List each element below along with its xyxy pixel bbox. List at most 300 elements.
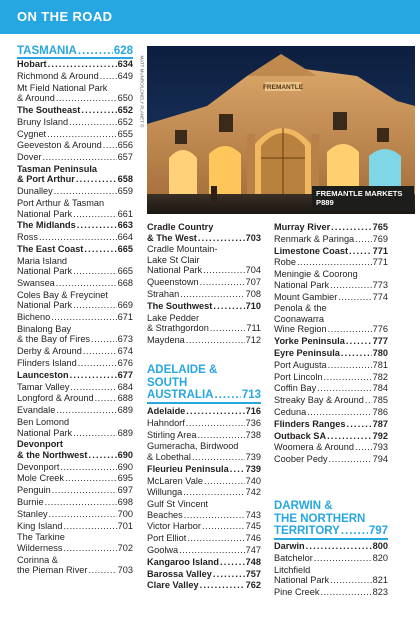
toc-entry-title: Longford & Around bbox=[17, 393, 94, 404]
toc-entry[interactable] bbox=[17, 117, 133, 128]
toc-entry-title: Swansea bbox=[17, 278, 55, 288]
toc-entry[interactable] bbox=[274, 269, 388, 290]
leader-dots bbox=[63, 521, 116, 532]
toc-entry-page: 739 bbox=[245, 451, 261, 462]
toc-entry-title: Coles Bay & Freycinet bbox=[17, 289, 108, 300]
toc-entry-title: Derby & Around bbox=[17, 346, 82, 357]
toc-entry-title: Ross bbox=[17, 232, 38, 243]
leader-dots bbox=[45, 497, 117, 508]
toc-entry-page: 657 bbox=[117, 152, 133, 163]
section-title-line: DARWIN & bbox=[274, 500, 333, 512]
toc-entry[interactable] bbox=[274, 234, 388, 245]
toc-entry[interactable] bbox=[274, 372, 388, 383]
toc-entry-title: & Lobethal bbox=[147, 451, 191, 462]
toc-entry[interactable] bbox=[147, 418, 261, 429]
toc-entry-page: 748 bbox=[245, 556, 261, 567]
leader-dots bbox=[331, 222, 371, 233]
toc-entry[interactable] bbox=[274, 348, 388, 359]
toc-entry[interactable] bbox=[17, 346, 133, 357]
toc-entry[interactable] bbox=[274, 222, 388, 233]
leader-dots bbox=[52, 485, 117, 496]
toc-entry-title: Gumeracha, Birdwood bbox=[147, 441, 239, 452]
toc-entry[interactable] bbox=[274, 565, 388, 586]
toc-entry-title: National Park bbox=[274, 575, 330, 586]
toc-entry-title: Flinders Ranges bbox=[274, 418, 346, 429]
toc-entry[interactable] bbox=[17, 278, 133, 289]
toc-entry[interactable] bbox=[17, 473, 133, 484]
toc-entry[interactable] bbox=[274, 419, 388, 430]
toc-entry[interactable] bbox=[17, 370, 133, 381]
toc-entry-page: 652 bbox=[117, 104, 133, 115]
toc-entry-title: Lake Pedder bbox=[147, 312, 200, 323]
toc-entry-title: Robe bbox=[274, 257, 296, 268]
toc-entry-title: Stirling Area bbox=[147, 429, 197, 440]
toc-entry-page: 765 bbox=[372, 222, 388, 232]
toc-entry-title: Tamar Valley bbox=[17, 381, 70, 392]
toc-entry[interactable] bbox=[17, 59, 133, 70]
leader-dots bbox=[63, 543, 116, 554]
toc-entry[interactable] bbox=[17, 312, 133, 323]
toc-entry[interactable] bbox=[147, 277, 261, 288]
toc-entry-title: Burnie bbox=[17, 497, 44, 507]
toc-entry-page: 823 bbox=[372, 586, 388, 597]
toc-entry[interactable] bbox=[17, 417, 133, 438]
toc-entry[interactable] bbox=[147, 289, 261, 300]
toc-entry-page: 739 bbox=[245, 463, 261, 474]
toc-entry[interactable] bbox=[147, 335, 261, 346]
toc-entry-title: Launceston bbox=[17, 369, 69, 380]
toc-entry[interactable] bbox=[147, 441, 261, 462]
toc-entry-title: Murray River bbox=[274, 222, 331, 232]
toc-entry-page: 689 bbox=[117, 427, 133, 438]
toc-entry[interactable] bbox=[274, 257, 388, 268]
photo-credit bbox=[137, 55, 147, 128]
section-page: 628 bbox=[113, 45, 133, 57]
toc-entry-page: 769 bbox=[372, 233, 388, 244]
toc-entry-page: 659 bbox=[117, 186, 133, 197]
toc-entry-page: 707 bbox=[245, 277, 261, 288]
toc-entry-title: Mt Field National Park bbox=[17, 82, 108, 93]
toc-entry[interactable] bbox=[17, 186, 133, 197]
toc-entry[interactable] bbox=[17, 532, 133, 553]
leader-dots bbox=[73, 266, 117, 277]
toc-entry-title: Strahan bbox=[147, 288, 180, 299]
toc-entry-title: Dover bbox=[17, 152, 42, 163]
toc-entry-page: 669 bbox=[117, 300, 133, 311]
leader-dots bbox=[70, 382, 116, 393]
toc-entry-title: Ben Lomond bbox=[17, 417, 70, 427]
toc-entry-page: 800 bbox=[372, 541, 388, 551]
toc-entry-title: the Pieman River bbox=[17, 565, 88, 576]
toc-entry-page: 658 bbox=[117, 174, 133, 185]
toc-entry-page: 676 bbox=[117, 358, 133, 368]
toc-entry-page: 787 bbox=[372, 418, 388, 429]
toc-entry[interactable] bbox=[274, 395, 388, 406]
toc-entry-page: 701 bbox=[117, 520, 133, 531]
leader-dots bbox=[317, 383, 371, 394]
leader-dots bbox=[346, 336, 372, 347]
toc-entry[interactable] bbox=[17, 152, 133, 163]
toc-entry-title: Streaky Bay & Around bbox=[274, 395, 364, 406]
leader-dots bbox=[73, 428, 117, 439]
toc-entry-page: 742 bbox=[245, 487, 261, 498]
leader-dots bbox=[76, 174, 117, 185]
leader-dots bbox=[47, 129, 117, 140]
toc-entry-title: Goolwa bbox=[147, 545, 179, 555]
leader-dots bbox=[204, 476, 245, 487]
toc-entry[interactable] bbox=[147, 580, 261, 591]
toc-entry[interactable] bbox=[17, 198, 133, 219]
leader-dots bbox=[297, 257, 372, 268]
toc-entry-page: 665 bbox=[117, 266, 133, 277]
leader-dots bbox=[346, 419, 371, 430]
toc-entry[interactable] bbox=[274, 431, 388, 442]
toc-entry-title: Stanley bbox=[17, 508, 48, 519]
toc-entry-title: Pine Creek bbox=[274, 586, 320, 597]
toc-entry-page: 703 bbox=[117, 565, 133, 576]
toc-entry-title: Tasman Peninsula bbox=[17, 163, 97, 174]
toc-entry-title: Renmark & Paringa bbox=[274, 233, 355, 244]
toc-entry[interactable] bbox=[17, 71, 133, 82]
toc-entry-page: 695 bbox=[117, 473, 133, 484]
leader-dots bbox=[330, 280, 372, 291]
toc-entry[interactable] bbox=[17, 220, 133, 231]
toc-entry-page: 710 bbox=[245, 300, 261, 311]
toc-entry-title: The Tarkine bbox=[17, 532, 65, 543]
toc-entry-title: Fleurieu Peninsula bbox=[147, 463, 229, 474]
leader-dots bbox=[210, 323, 246, 334]
toc-entry[interactable] bbox=[147, 222, 261, 243]
leader-dots bbox=[39, 232, 117, 243]
leader-dots bbox=[73, 300, 117, 311]
section-darwin-northern-territory[interactable] bbox=[274, 500, 388, 538]
toc-entry[interactable] bbox=[274, 553, 388, 564]
leader-dots bbox=[49, 509, 117, 520]
leader-dots bbox=[103, 140, 117, 151]
leader-dots bbox=[180, 289, 244, 300]
toc-entry-page: 781 bbox=[372, 359, 388, 370]
toc-entry-title: Mount Gambier bbox=[274, 291, 338, 302]
toc-entry-page: 674 bbox=[117, 346, 133, 357]
toc-entry-page: 773 bbox=[372, 279, 388, 290]
toc-entry[interactable] bbox=[147, 521, 261, 532]
toc-entry-title: Gulf St Vincent bbox=[147, 499, 209, 510]
toc-entry-page: 793 bbox=[372, 442, 388, 453]
toc-entry-title: Port Lincoln bbox=[274, 371, 323, 382]
leader-dots bbox=[48, 59, 117, 70]
leader-dots bbox=[307, 407, 371, 418]
toc-entry[interactable] bbox=[17, 290, 133, 311]
section-title: TASMANIA bbox=[17, 45, 77, 57]
toc-entry-title: Cradle Country bbox=[147, 222, 214, 232]
toc-entry-title: Batchelor bbox=[274, 552, 313, 563]
section-title-line: ADELAIDE & bbox=[147, 364, 218, 376]
toc-entry-title: Corinna & bbox=[17, 554, 58, 565]
toc-entry-title: & Port Arthur bbox=[17, 174, 75, 185]
toc-entry[interactable] bbox=[147, 244, 261, 276]
toc-entry-page: 784 bbox=[372, 383, 388, 394]
toc-entry-page: 738 bbox=[245, 429, 261, 440]
toc-entry-title: Queenstown bbox=[147, 277, 199, 288]
toc-entry-title: National Park bbox=[274, 279, 330, 290]
toc-entry[interactable] bbox=[17, 83, 133, 104]
toc-entry[interactable] bbox=[17, 129, 133, 140]
toc-entry-title: Limestone Coast bbox=[274, 245, 349, 256]
toc-entry-page: 711 bbox=[246, 323, 261, 333]
toc-entry-title: Penola & the bbox=[274, 303, 327, 314]
leader-dots bbox=[56, 93, 117, 104]
toc-entry[interactable] bbox=[147, 313, 261, 334]
toc-entry[interactable] bbox=[147, 569, 261, 580]
toc-entry-page: 704 bbox=[245, 265, 261, 276]
section-tasmania[interactable] bbox=[17, 45, 133, 58]
toc-entry-title: Hobart bbox=[17, 59, 47, 69]
leader-dots bbox=[69, 117, 117, 128]
section-rule bbox=[147, 402, 261, 404]
leader-dots bbox=[338, 292, 371, 303]
section-title-line: THE NORTHERN bbox=[274, 512, 366, 525]
leader-dots bbox=[100, 71, 117, 82]
leader-dots bbox=[327, 431, 372, 442]
toc-entry-page: 634 bbox=[117, 59, 133, 69]
toc-entry[interactable] bbox=[17, 509, 133, 520]
toc-entry[interactable] bbox=[274, 442, 388, 453]
section-title-line: SOUTH bbox=[147, 376, 188, 389]
leader-dots bbox=[186, 418, 245, 429]
leader-dots bbox=[179, 545, 245, 556]
leader-dots bbox=[81, 105, 116, 116]
toc-entry-page: 820 bbox=[372, 552, 388, 563]
toc-entry-page: 712 bbox=[245, 334, 261, 345]
leader-dots bbox=[200, 277, 245, 288]
toc-entry[interactable] bbox=[17, 232, 133, 243]
leader-dots bbox=[198, 430, 245, 441]
toc-entry-page: 661 bbox=[117, 208, 133, 219]
leader-dots bbox=[200, 580, 245, 591]
toc-entry-title: Bicheno bbox=[17, 312, 51, 323]
toc-entry-page: 673 bbox=[117, 334, 133, 345]
leader-dots bbox=[65, 473, 117, 484]
toc-entry-title: Port Arthur & Tasman bbox=[17, 198, 105, 208]
toc-entry[interactable] bbox=[17, 382, 133, 393]
toc-entry-page: 649 bbox=[117, 70, 133, 81]
leader-dots bbox=[95, 393, 117, 404]
toc-entry[interactable] bbox=[147, 301, 261, 312]
toc-entry-title: Port Elliot bbox=[147, 533, 187, 544]
toc-entry-title: Victor Harbor bbox=[147, 521, 201, 532]
toc-entry[interactable] bbox=[274, 454, 388, 465]
toc-entry[interactable] bbox=[147, 430, 261, 441]
leader-dots bbox=[324, 372, 372, 383]
toc-entry-page: 771 bbox=[372, 245, 388, 256]
toc-entry-title: Wilderness bbox=[17, 542, 63, 553]
toc-entry-page: 762 bbox=[245, 580, 261, 591]
toc-entry-page: 780 bbox=[372, 347, 388, 358]
toc-entry-title: Litchfield bbox=[274, 564, 311, 575]
toc-entry-page: 703 bbox=[245, 232, 261, 243]
toc-entry-page: 757 bbox=[245, 568, 261, 579]
toc-entry-page: 782 bbox=[372, 371, 388, 382]
toc-entry-page: 747 bbox=[245, 545, 261, 555]
toc-entry[interactable] bbox=[17, 256, 133, 277]
leader-dots bbox=[187, 533, 244, 544]
toc-entry-title: The Midlands bbox=[17, 220, 76, 231]
toc-entry-title: Wine Region bbox=[274, 324, 327, 335]
toc-entry[interactable] bbox=[147, 545, 261, 556]
toc-entry-page: 689 bbox=[117, 405, 133, 416]
toc-entry-page: 740 bbox=[245, 475, 261, 486]
leader-dots bbox=[91, 334, 117, 345]
leader-dots bbox=[202, 521, 245, 532]
toc-entry-title: Binalong Bay bbox=[17, 323, 72, 334]
leader-dots bbox=[349, 246, 372, 257]
toc-entry-page: 655 bbox=[117, 128, 133, 139]
toc-entry-title: Maydena bbox=[147, 334, 185, 345]
toc-entry[interactable] bbox=[147, 464, 261, 475]
leader-dots bbox=[183, 487, 244, 498]
toc-entry[interactable] bbox=[17, 393, 133, 404]
toc-entry-title: Lake St Clair bbox=[147, 254, 200, 265]
toc-entry-title: & The West bbox=[147, 232, 197, 243]
toc-entry[interactable] bbox=[17, 555, 133, 576]
toc-entry-page: 777 bbox=[372, 336, 388, 347]
toc-entry[interactable] bbox=[17, 405, 133, 416]
toc-entry-title: Port Augusta bbox=[274, 359, 327, 370]
caption-page: P889 bbox=[316, 198, 334, 207]
toc-entry[interactable] bbox=[274, 383, 388, 394]
leader-dots bbox=[83, 346, 117, 357]
toc-entry[interactable] bbox=[17, 358, 133, 369]
toc-entry[interactable] bbox=[17, 462, 133, 473]
toc-entry[interactable] bbox=[274, 587, 388, 598]
toc-entry-title: & the Bay of Fires bbox=[17, 334, 91, 345]
toc-entry-page: 663 bbox=[117, 220, 133, 231]
leader-dots bbox=[220, 557, 245, 568]
toc-entry-page: 690 bbox=[117, 449, 133, 460]
toc-entry-title: Barossa Valley bbox=[147, 568, 212, 579]
toc-entry-title: National Park bbox=[17, 300, 73, 311]
toc-entry[interactable] bbox=[147, 557, 261, 568]
toc-entry-page: 716 bbox=[245, 406, 261, 416]
toc-entry-title: Hahndorf bbox=[147, 417, 185, 428]
toc-entry-title: Willunga bbox=[147, 487, 183, 498]
toc-entry-page: 708 bbox=[245, 288, 261, 299]
toc-entry-page: 745 bbox=[245, 521, 261, 532]
toc-entry[interactable] bbox=[17, 497, 133, 508]
toc-entry-page: 776 bbox=[372, 324, 388, 335]
toc-entry-title: The East Coast bbox=[17, 243, 84, 254]
toc-entry-title: King Island bbox=[17, 520, 63, 531]
toc-entry-title: Meningie & Coorong bbox=[274, 269, 358, 280]
toc-entry-title: National Park bbox=[17, 427, 73, 438]
toc-entry[interactable] bbox=[17, 164, 133, 185]
toc-entry-title: Beaches bbox=[147, 509, 183, 520]
toc-entry[interactable] bbox=[147, 487, 261, 498]
leader-dots bbox=[306, 541, 372, 552]
leader-dots bbox=[78, 358, 117, 369]
leader-dots bbox=[355, 442, 372, 453]
toc-entry-title: Coober Pedy bbox=[274, 454, 328, 465]
toc-entry-page: 792 bbox=[372, 430, 388, 441]
toc-entry-title: & Strathgordon bbox=[147, 323, 209, 333]
toc-entry[interactable] bbox=[17, 439, 133, 460]
toc-entry-page: 774 bbox=[372, 291, 388, 302]
leader-dots bbox=[88, 450, 116, 461]
leader-dots bbox=[355, 234, 371, 245]
leader-dots bbox=[184, 510, 245, 521]
toc-entry-page: 771 bbox=[372, 257, 388, 268]
toc-entry[interactable] bbox=[147, 533, 261, 544]
toc-entry-page: 746 bbox=[245, 533, 261, 544]
section-rule bbox=[274, 538, 388, 540]
toc-entry-title: Maria Island bbox=[17, 255, 68, 266]
toc-entry[interactable] bbox=[17, 105, 133, 116]
toc-entry-page: 650 bbox=[117, 93, 133, 104]
toc-entry-title: & the Northwest bbox=[17, 449, 88, 460]
section-page: 797 bbox=[368, 525, 388, 537]
toc-entry[interactable] bbox=[274, 292, 388, 303]
toc-entry-title: Cradle Mountain- bbox=[147, 244, 218, 255]
leader-dots bbox=[56, 405, 116, 416]
leader-dots bbox=[51, 312, 116, 323]
toc-entry[interactable] bbox=[17, 140, 133, 151]
toc-entry-title: Penguin bbox=[17, 485, 51, 496]
toc-entry[interactable] bbox=[147, 476, 261, 487]
leader-dots bbox=[341, 525, 368, 538]
leader-dots bbox=[213, 301, 244, 312]
toc-entry-title: McLaren Vale bbox=[147, 475, 204, 486]
toc-entry-title: The Southeast bbox=[17, 104, 81, 115]
toc-entry-page: 794 bbox=[372, 454, 388, 465]
toc-entry[interactable] bbox=[147, 499, 261, 520]
caption-title: FREMANTLE MARKETS bbox=[316, 189, 403, 198]
leader-dots bbox=[56, 278, 117, 289]
toc-entry-title: Outback SA bbox=[274, 430, 327, 441]
leader-dots bbox=[214, 389, 240, 402]
toc-entry[interactable] bbox=[147, 406, 261, 417]
toc-entry[interactable] bbox=[274, 336, 388, 347]
toc-entry-title: Bruny Island bbox=[17, 116, 69, 127]
toc-entry-title: & Around bbox=[17, 93, 55, 104]
section-adelaide-south-australia[interactable] bbox=[147, 364, 261, 402]
photo-caption bbox=[312, 186, 414, 211]
header-banner bbox=[0, 0, 420, 34]
toc-entry[interactable] bbox=[274, 541, 388, 552]
leader-dots bbox=[192, 452, 245, 463]
toc-entry[interactable] bbox=[274, 246, 388, 257]
toc-entry-title: Woomera & Around bbox=[274, 442, 355, 453]
toc-entry[interactable] bbox=[17, 244, 133, 255]
toc-entry[interactable] bbox=[17, 324, 133, 345]
toc-entry-page: 656 bbox=[117, 140, 133, 151]
toc-entry-title: National Park bbox=[147, 265, 203, 276]
toc-entry[interactable] bbox=[274, 407, 388, 418]
toc-entry-title: Richmond & Around bbox=[17, 70, 99, 81]
toc-entry-page: 688 bbox=[117, 393, 133, 404]
toc-entry[interactable] bbox=[17, 485, 133, 496]
toc-entry-page: 702 bbox=[117, 542, 133, 553]
toc-entry[interactable] bbox=[274, 303, 388, 335]
leader-dots bbox=[330, 575, 372, 586]
leader-dots bbox=[314, 553, 372, 564]
toc-entry-title: The Southwest bbox=[147, 300, 213, 311]
leader-dots bbox=[77, 220, 117, 231]
toc-entry-title: Mole Creek bbox=[17, 473, 64, 484]
toc-entry-page: 664 bbox=[117, 232, 133, 243]
toc-entry-title: Evandale bbox=[17, 405, 56, 416]
toc-entry[interactable] bbox=[17, 521, 133, 532]
toc-entry[interactable] bbox=[274, 360, 388, 371]
